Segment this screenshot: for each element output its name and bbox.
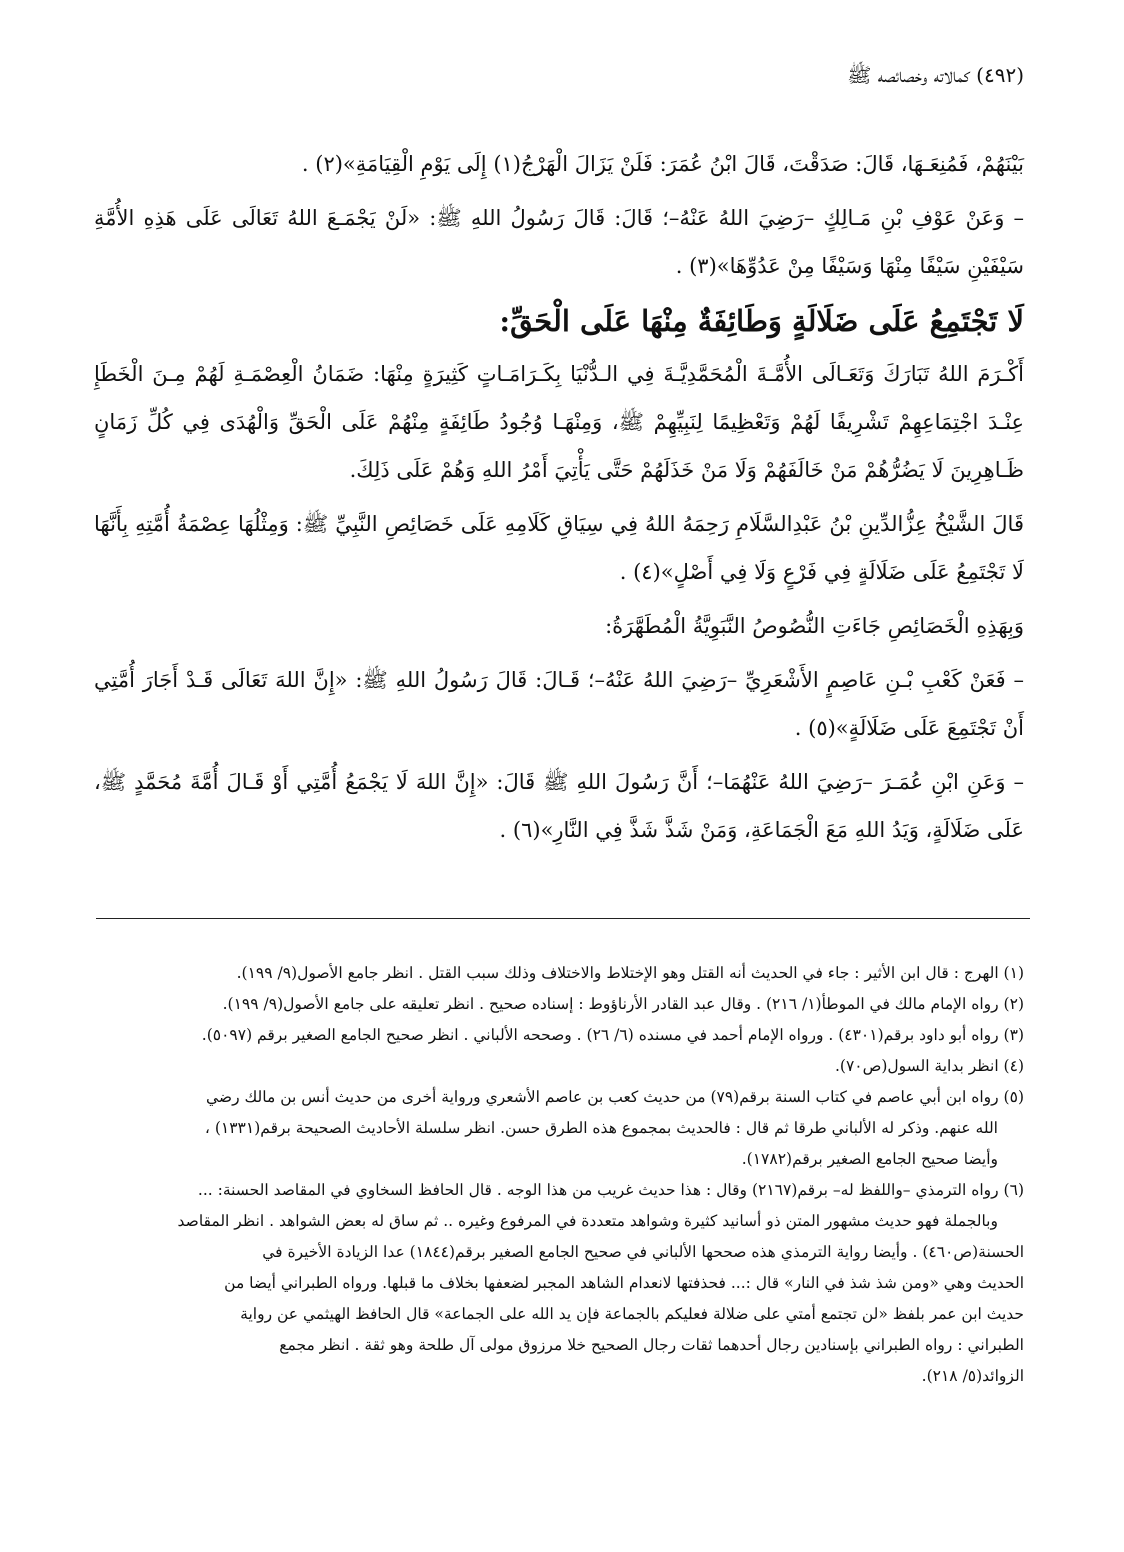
footnote: (٣) رواه أبو داود برقم(٤٣٠١) . ورواه الإمام أحمد في مسنده (٦/ ٢٦) . وصححه الألباني . انظر صحيح الجامع الصغير برقم (٥٠٩٧). [201, 1026, 1024, 1044]
footnote-continuation: وبالجملة فهو حديث مشهور المتن ذو أسانيد كثيرة وشواهد متعددة في المرفوع وغيره .. ثم ساق له بعض الشواهد . انظر المقاصد [177, 1212, 998, 1230]
paragraph: وَبِهَذِهِ الْخَصَائِصِ جَاءَتِ النُّصُوصُ النَّبَوِيَّةُ الْمُطَهَّرَةُ: [605, 614, 1024, 638]
footnote: (٦) رواه الترمذي –واللفظ له– برقم(٢١٦٧) وقال : هذا حديث غريب من هذا الوجه . قال الحافظ السخاوي في المقاصد الحسنة: ... [197, 1181, 1024, 1199]
paragraph: – وَعَنِ ابْنِ عُمَـرَ –رَضِيَ اللهُ عَنْهُمَا–؛ أَنَّ رَسُولَ اللهِ ﷺ قَالَ: «إِنَّ اللهَ لَا يَجْمَعُ أُمَّتِي أَوْ قَـالَ أُمَّةَ مُحَمَّدٍ ﷺ، عَلَى ضَلَالَةٍ، وَيَدُ اللهِ مَعَ الْجَمَاعَةِ، وَمَنْ شَذَّ شَذَّ فِي النَّارِ»(٦) . [94, 770, 1024, 842]
paragraph: أَكْـرَمَ اللهُ تَبَارَكَ وَتَعَـالَى الأُمَّـةَ الْمُحَمَّدِيَّـةَ فِي الـدُّنْيَا بِكَـرَامَـاتٍ كَثِيرَةٍ مِنْهَا: ضَمَانُ الْعِصْمَـةِ لَهُمْ مِـنَ الْخَطَإِ عِنْـدَ اجْتِمَاعِهِمْ تَشْرِيفًا لَهُمْ وَتَعْظِيمًا لِنَبِيِّهِمْ ﷺ، وَمِنْهَـا وُجُودُ طَائِفَةٍ مِنْهُمْ عَلَى الْحَقِّ وَالْهُدَى فِي كُلِّ زَمَانٍ ظَـاهِرِينَ لَا يَضُرُّهُمْ مَنْ خَالَفَهُمْ وَلَا مَنْ خَذَلَهُمْ حَتَّى يَأْتِيَ أَمْرُ اللهِ وَهُمْ عَلَى ذَلِكَ. [94, 362, 1024, 482]
main-text [94, 140, 1024, 860]
footnote-continuation: وأيضا صحيح الجامع الصغير برقم(١٧٨٢). [741, 1150, 998, 1168]
paragraph: – وَعَنْ عَوْفِ بْنِ مَـالِكٍ –رَضِيَ اللهُ عَنْهُ–؛ قَالَ: قَالَ رَسُولُ اللهِ ﷺ: «لَنْ يَجْمَـعَ اللهُ تَعَالَى عَلَى هَذِهِ الأُمَّةِ سَيْفَيْنِ سَيْفًا مِنْهَا وَسَيْفًا مِنْ عَدُوِّهَا»(٣) . [94, 206, 1024, 278]
paragraph: قَالَ الشَّيْخُ عِزُّالدِّينِ بْنُ عَبْدِالسَّلَامِ رَحِمَهُ اللهُ فِي سِيَاقِ كَلَامِهِ عَلَى خَصَائِصِ النَّبِيِّ ﷺ: وَمِثْلُهَا عِصْمَةُ أُمَّتِهِ بِأَنَّهَا لَا تَجْتَمِعُ عَلَى ضَلَالَةٍ فِي فَرْعٍ وَلَا فِي أَصْلٍ»(٤) . [94, 512, 1024, 584]
paragraph: بَيْنَهُمْ، فَمُنِعَـهَا، قَالَ: صَدَقْتَ، قَالَ ابْنُ عُمَرَ: فَلَنْ يَزَالَ الْهَرْجُ(١) إِلَى يَوْمِ الْقِيَامَةِ»(٢) . [301, 152, 1024, 176]
footnote-continuation: الطبراني : رواه الطبراني بإسنادين رجال أحدهما ثقات رجال الصحيح خلا مرزوق مولى آل طلحة وهو ثقة . انظر مجمع [279, 1336, 1024, 1354]
footnote-divider [96, 918, 1030, 919]
footnotes [94, 958, 1024, 1392]
footnote-continuation: الله عنهم. وذكر له الألباني طرقا ثم قال : فالحديث بمجموع هذه الطرق حسن. انظر سلسلة الأحاديث الصحيحة برقم(١٣٣١) ، [204, 1119, 998, 1137]
footnote-continuation: الزوائد(٥/ ٢١٨). [921, 1367, 1024, 1385]
footnote: (٤) انظر بداية السول(ص٧٠). [834, 1057, 1024, 1075]
running-title: كمالاته وخصائصه ﷺ [847, 63, 970, 87]
page-number: (٤٩٢) [976, 63, 1024, 87]
footnote-continuation: حديث ابن عمر بلفظ «لن تجتمع أمتي على ضلالة فعليكم بالجماعة فإن يد الله على الجماعة» قال الحافظ الهيثمي عن رواية [240, 1305, 1024, 1323]
paragraph: – فَعَنْ كَعْبِ بْـنِ عَاصِمٍ الأَشْعَرِيِّ –رَضِيَ اللهُ عَنْهُ–؛ قَـالَ: قَالَ رَسُولُ اللهِ ﷺ: «إِنَّ اللهَ تَعَالَى قَـدْ أَجَارَ أُمَّتِي أَنْ تَجْتَمِعَ عَلَى ضَلَالَةٍ»(٥) . [94, 668, 1024, 740]
footnote-continuation: الحديث وهي «ومن شذ شذ في النار» قال :... فحذفتها لانعدام الشاهد المجبر لضعفها بخلاف ما قبلها. ورواه الطبراني أيضا من [224, 1274, 1024, 1292]
footnote: (٥) رواه ابن أبي عاصم في كتاب السنة برقم(٧٩) من حديث كعب بن عاصم الأشعري ورواية أخرى من حديث أنس بن مالك رضي [206, 1088, 1024, 1106]
section-heading: لَا تَجْتَمِعُ عَلَى ضَلَالَةٍ وَطَائِفَةٌ مِنْهَا عَلَى الْحَقِّ: [499, 304, 1024, 338]
footnote: (١) الهرج : قال ابن الأثير : جاء في الحديث أنه القتل وهو الإختلاط والاختلاف وذلك سبب القتل . انظر جامع الأصول(٩/ ١٩٩). [236, 964, 1024, 982]
footnote-continuation: الحسنة(ص٤٦٠) . وأيضا رواية الترمذي هذه صححها الألباني في صحيح الجامع الصغير برقم(١٨٤٤) عدا الزيادة الأخيرة في [262, 1243, 1024, 1261]
page-header [847, 60, 1024, 90]
footnote: (٢) رواه الإمام مالك في الموطأ(١/ ٢١٦) . وقال عبد القادر الأرناؤوط : إسناده صحيح . انظر تعليقه على جامع الأصول(٩/ ١٩٩). [222, 995, 1024, 1013]
